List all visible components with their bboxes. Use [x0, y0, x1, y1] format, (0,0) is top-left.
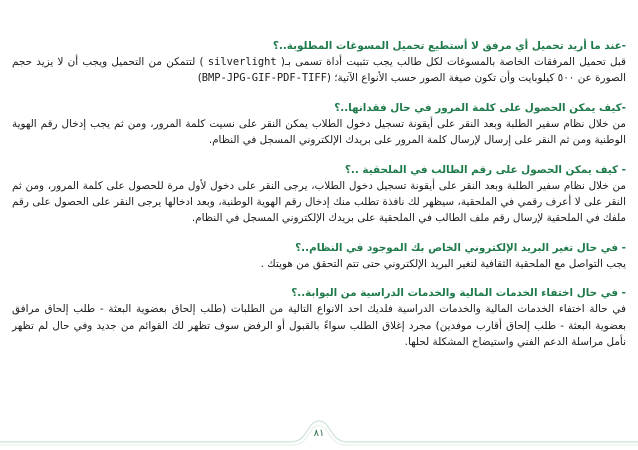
faq-answer [12, 301, 626, 350]
answer-text: من خلال نظام سفير الطلبة وبعد النقر على أيقونة تسجيل دخول الطلاب، يرجى النقر على دخول لأول مرة للحصول على كلمة المرور، ومن ثم النقر على لا أعرف رقمي في الملحقية، سيظهر لك نافذة تطلب منك إدخال رقم الهوية الوطنية، وبعد ادخالها يرجى النقر على الحصول على رقم ملفك في الملحقية لإرسال رقم ملف الطالب في الملحقية على بريدك الإلكتروني المسجل في النظام. [12, 179, 626, 225]
answer-text: من خلال نظام سفير الطلبة وبعد النقر على أيقونة تسجيل دخول الطلاب يمكن النقر على نسيت كلمة المرور، ومن ثم يجب إدخال رقم الهوية الوطنية ومن ثم النقر على إرسال لإرسال كلمة المرور على بريدك الإلكتروني المسجل في النظام. [12, 117, 626, 147]
faq-answer [12, 54, 626, 87]
answer-text: يجب التواصل مع الملحقية الثقافية لتغير البريد الإلكتروني حتى تتم التحقق من هويتك . [260, 257, 626, 270]
faq-answer [12, 256, 626, 272]
faq-content [12, 38, 626, 363]
faq-question: - كيف يمكن الحصول على رقم الطالب في الملحقية ..؟ [344, 163, 626, 176]
faq-item [12, 285, 626, 350]
faq-item [12, 162, 626, 227]
page-footer [0, 416, 638, 450]
faq-item [12, 100, 626, 149]
faq-item [12, 240, 626, 272]
faq-question: -عند ما أريد تحميل أي مرفق لا أستطيع تحميل المسوغات المطلوبة..؟ [272, 40, 626, 52]
answer-code-text: silverlight [207, 56, 277, 68]
faq-answer [12, 178, 626, 227]
faq-answer [12, 116, 626, 149]
answer-code-text: BMP-JPG-GIF-PDF-TIFF [201, 72, 327, 85]
faq-question: - في حال اختفاء الخدمات المالية والخدمات الدراسية من البوابة..؟ [291, 287, 626, 300]
answer-text: في حالة اختفاء الخدمات المالية والخدمات الدراسية فلديك احد الانواع التالية من الطلبات (طلب إلحاق بعضوية البعثة - طلب إلحاق مرافق بعضوية البعثة - طلب إلحاق أقارب موفدين) مجرد إغلاق الطلب سواءً بالقبول أو الرفض سوف تظهر لك القوائم من جديد وفي حال لم تظهر نأمل مراسلة الدعم الفني واستيضاح المشكلة لحلها. [12, 303, 626, 349]
faq-question: - في حال تغير البريد الإلكتروني الخاص بك الموجود في النظام..؟ [295, 241, 626, 254]
faq-question: -كيف يمكن الحصول على كلمة المرور في حال فقدانها..؟ [334, 101, 626, 114]
page-number: ٨١ [313, 428, 325, 439]
faq-item [12, 38, 626, 87]
answer-text: ) لتتمكن من التحميل ويجب أن لا يزيد حجم الصورة عن ٥٠٠ كيلوبايت وأن تكون صيغة الصور حسب الأنواع الآتية؛ ( [12, 56, 626, 85]
answer-text: ) [197, 72, 202, 85]
answer-text: قبل تحميل المرفقات الخاصة بالمسوغات لكل طالب يجب تثبيت أداة تسمى بـ( [276, 56, 626, 68]
